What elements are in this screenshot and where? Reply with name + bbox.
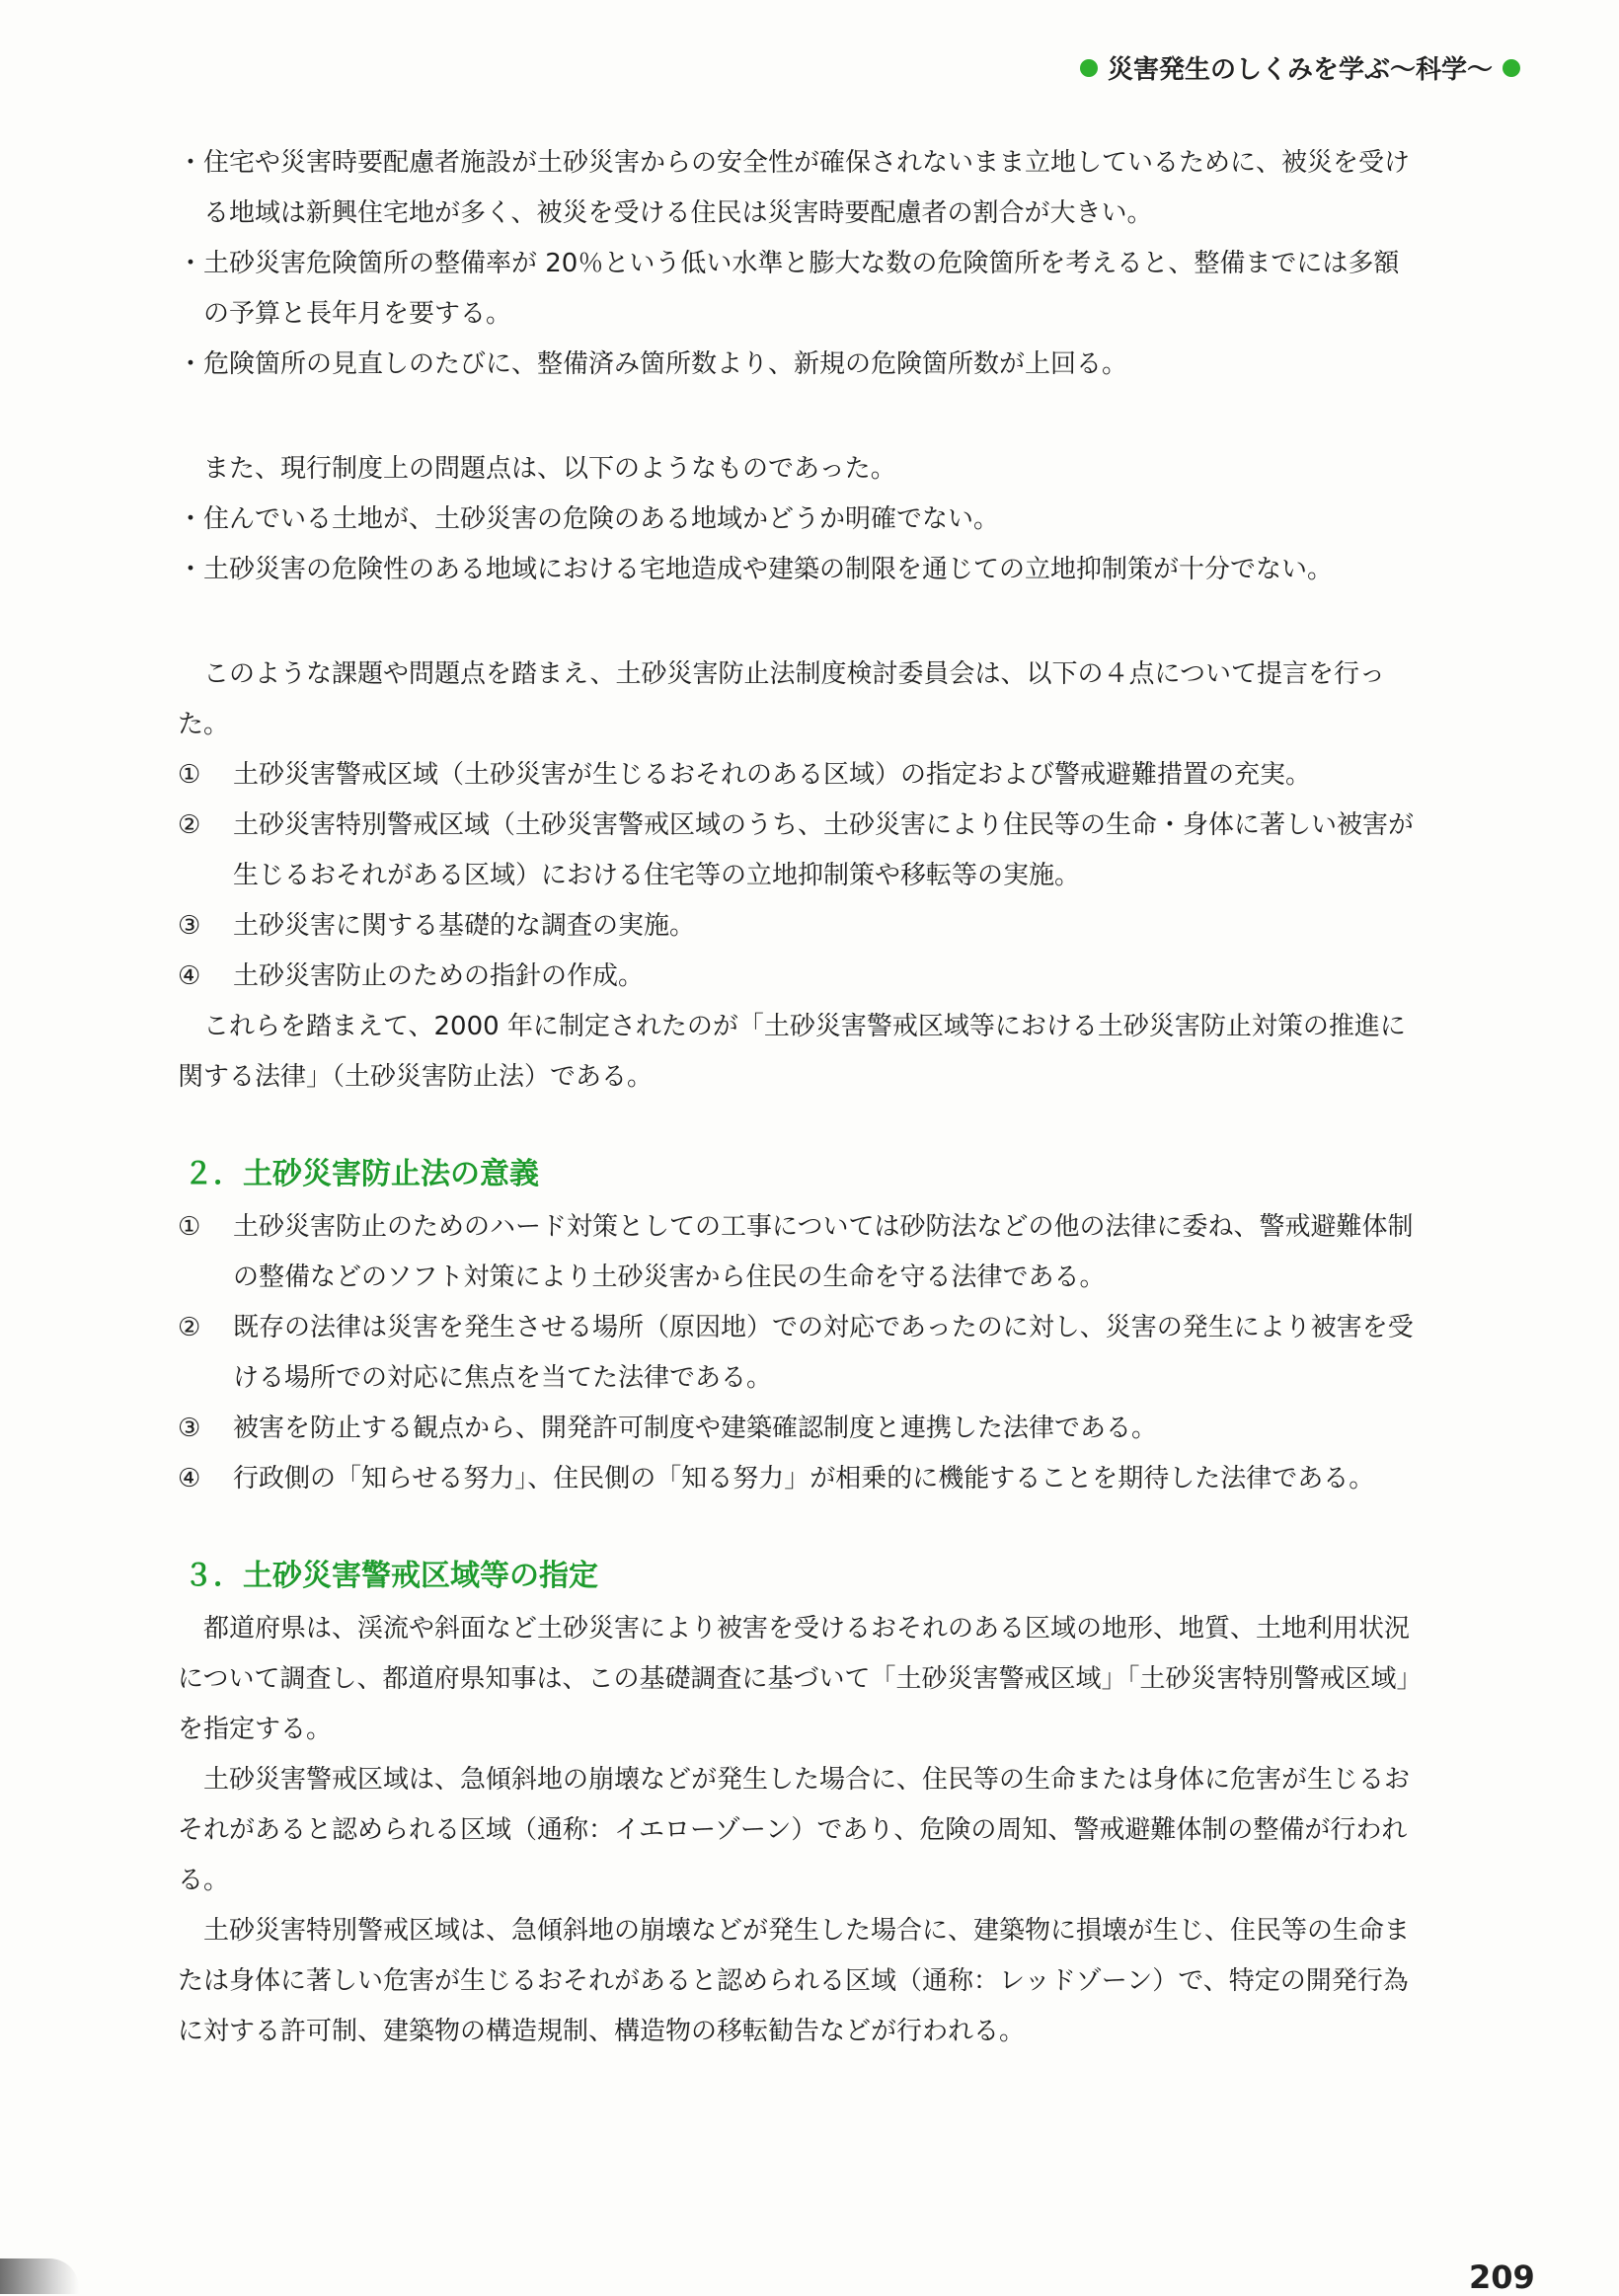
section-2-heading: ２．土砂災害防止法の意義	[184, 1157, 539, 1191]
spacer	[178, 390, 1417, 444]
proposal-item	[178, 801, 1417, 901]
item-text: 土砂災害防止のための指針の作成。	[233, 961, 645, 991]
intro-bullet: ・危険箇所の見直しのたびに、整備済み箇所数より、新規の危険箇所数が上回る。	[178, 349, 1128, 379]
item-number: ④	[178, 961, 201, 991]
intro-bullet: ・住宅や災害時要配慮者施設が土砂災害からの安全性が確保されないまま立地しているために、被災を受ける地域は新興住宅地が多く、被災を受ける住民は災害時要配慮者の割合が大きい。	[178, 148, 1411, 228]
problem-bullet: ・住んでいる土地が、土砂災害の危険のある地域かどうか明確でない。	[178, 504, 1000, 534]
spacer	[178, 1504, 1417, 1549]
item-number: ①	[178, 1212, 201, 1242]
item-number: ②	[178, 810, 201, 840]
section-3-paragraph: 都道府県は、渓流や斜面など土砂災害により被害を受けるおそれのある区域の地形、地質、土地利用状況について調査し、都道府県知事は、この基礎調査に基づいて「土砂災害警戒区域」「土砂災害特別警戒区域」を指定する。	[178, 1614, 1411, 1744]
significance-item	[178, 1404, 1417, 1454]
proposals-lead: このような課題や問題点を踏まえ、土砂災害防止法制度検討委員会は、以下の４点について提言を行った。	[178, 659, 1386, 739]
proposal-item	[178, 750, 1417, 801]
item-number: ②	[178, 1313, 201, 1342]
significance-item	[178, 1454, 1417, 1504]
item-number: ①	[178, 760, 201, 790]
proposal-item	[178, 952, 1417, 1002]
proposals-closing: これらを踏まえて、2000 年に制定されたのが「土砂災害警戒区域等における土砂災害防止対策の推進に関する法律」（土砂災害防止法）である。	[178, 1012, 1406, 1092]
spacer	[178, 595, 1417, 650]
item-number: ③	[178, 1414, 201, 1443]
item-text: 被害を防止する観点から、開発許可制度や建築確認制度と連携した法律である。	[233, 1414, 1158, 1443]
green-dot-icon	[1080, 59, 1098, 77]
spacer	[178, 1103, 1417, 1147]
item-text: 土砂災害に関する基礎的な調査の実施。	[233, 911, 696, 941]
significance-item	[178, 1202, 1417, 1303]
item-number: ④	[178, 1464, 201, 1493]
section-3-paragraph: 土砂災害特別警戒区域は、急傾斜地の崩壊などが発生した場合に、建築物に損壊が生じ、住民等の生命または身体に著しい危害が生じるおそれがあると認められる区域（通称：レッドゾーン）で、特定の開発行為に対する許可制、建築物の構造規制、構造物の移転勧告などが行われる。	[178, 1916, 1411, 2046]
section-3-paragraph: 土砂災害警戒区域は、急傾斜地の崩壊などが発生した場合に、住民等の生命または身体に危害が生じるおそれがあると認められる区域（通称：イエローゾーン）であり、危険の周知、警戒避難体制の整備が行われる。	[178, 1765, 1411, 1895]
item-text: 土砂災害警戒区域（土砂災害が生じるおそれのある区域）の指定および警戒避難措置の充実。	[233, 760, 1312, 790]
item-text: 土砂災害特別警戒区域（土砂災害警戒区域のうち、土砂災害により住民等の生命・身体に著しい被害が生じるおそれがある区域）における住宅等の立地抑制策や移転等の実施。	[233, 810, 1415, 890]
item-text: 行政側の「知らせる努力」、住民側の「知る努力」が相乗的に機能することを期待した法律である。	[233, 1464, 1375, 1493]
page-number: 209	[1469, 2258, 1535, 2296]
running-header-title: 災害発生のしくみを学ぶ〜科学〜	[1107, 55, 1493, 85]
section-3-heading: ３．土砂災害警戒区域等の指定	[184, 1559, 598, 1593]
intro-bullet: ・土砂災害危険箇所の整備率が 20％という低い水準と膨大な数の危険箇所を考えると、整備までには多額の予算と長年月を要する。	[178, 249, 1400, 329]
running-header	[1066, 49, 1530, 86]
page-body	[178, 138, 1417, 2057]
item-text: 既存の法律は災害を発生させる場所（原因地）での対応であったのに対し、災害の発生により被害を受ける場所での対応に焦点を当てた法律である。	[233, 1313, 1414, 1393]
page-corner-shadow	[0, 2258, 79, 2294]
proposal-item	[178, 901, 1417, 952]
item-text: 土砂災害防止のためのハード対策としての工事については砂防法などの他の法律に委ね、警戒避難体制の整備などのソフト対策により土砂災害から住民の生命を守る法律である。	[233, 1212, 1414, 1292]
green-dot-icon	[1503, 59, 1520, 77]
item-number: ③	[178, 911, 201, 941]
problem-bullet: ・土砂災害の危険性のある地域における宅地造成や建築の制限を通じての立地抑制策が十分でない。	[178, 555, 1334, 584]
significance-item	[178, 1303, 1417, 1404]
problems-lead: また、現行制度上の問題点は、以下のようなものであった。	[203, 454, 896, 484]
